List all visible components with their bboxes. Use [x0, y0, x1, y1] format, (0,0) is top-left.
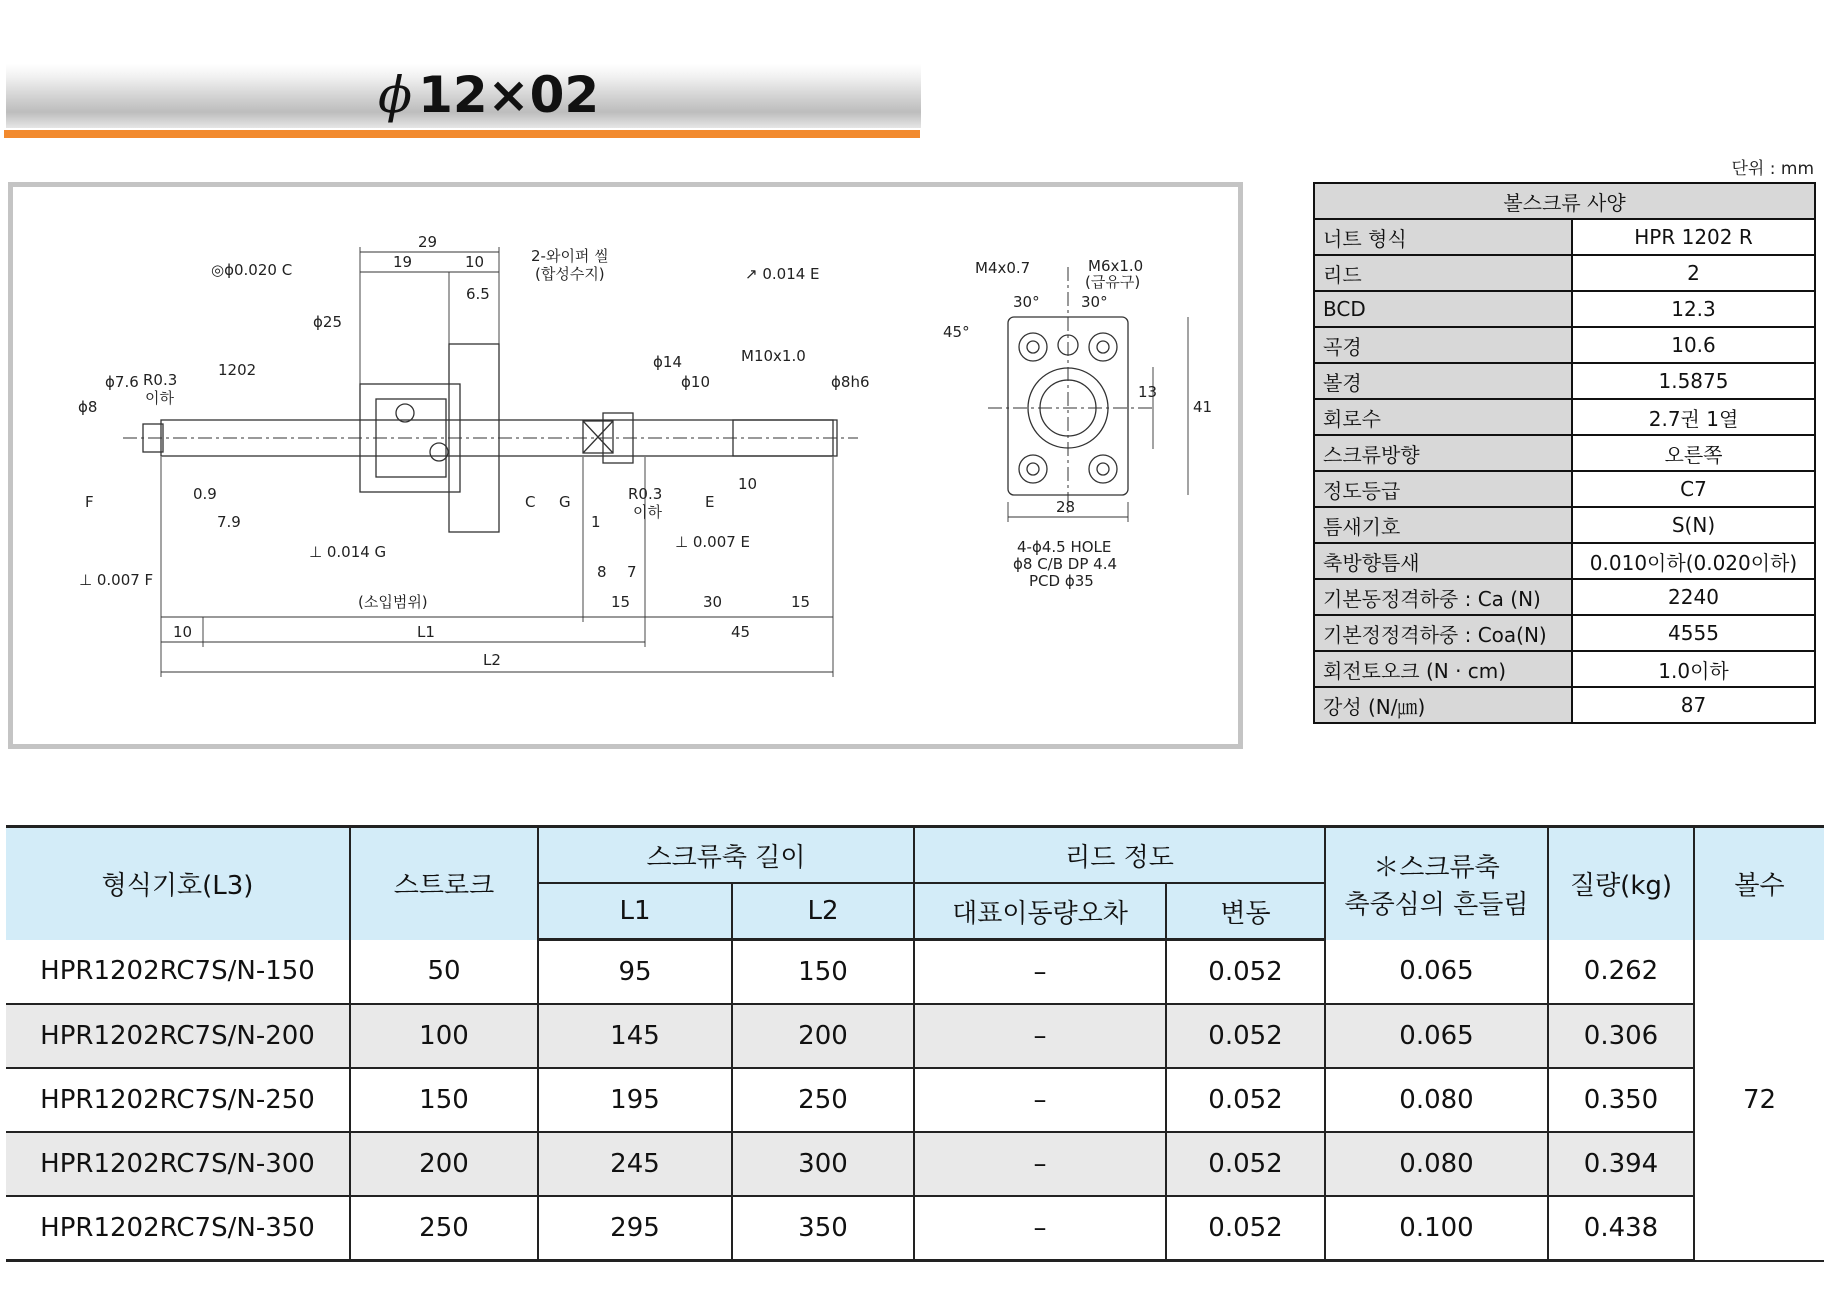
spec-row [1314, 579, 1815, 615]
spec-value: 0.010이하(0.020이하) [1572, 543, 1815, 579]
spec-row [1314, 255, 1815, 291]
grease-port: (급유구) [1085, 273, 1141, 291]
size-designation: 12×02 [418, 66, 600, 124]
dim-phi7-6: ϕ7.6 [105, 373, 139, 391]
spec-label: 회로수 [1314, 399, 1572, 435]
spec-row [1314, 363, 1815, 399]
spec-label: 너트 형식 [1314, 219, 1572, 255]
thread-m6: M6x1.0 [1088, 257, 1144, 275]
spec-value: 2 [1572, 255, 1815, 291]
hardened-range: (소입범위) [358, 593, 428, 611]
spec-label: 곡경 [1314, 327, 1572, 363]
cell-balls: 72 [1694, 940, 1824, 1261]
perp-tol-e: ⊥ 0.007 E [675, 533, 751, 551]
spec-value: 12.3 [1572, 291, 1815, 327]
datum-c: C [525, 493, 536, 511]
cell-l1: 145 [538, 1004, 732, 1068]
table-row [6, 1068, 1824, 1132]
hole-spec-2: ϕ8 C/B DP 4.4 [1013, 555, 1118, 573]
dim-45: 45 [731, 623, 751, 641]
thread-m4: M4x0.7 [975, 259, 1031, 277]
wiper-label: 2-와이퍼 씰 [531, 247, 609, 265]
cell-var: 0.052 [1166, 940, 1325, 1005]
cell-rep: – [914, 1068, 1166, 1132]
cell-stroke: 50 [350, 940, 538, 1005]
dim-phi14: ϕ14 [653, 353, 682, 371]
dim-15-b: 15 [791, 593, 811, 611]
spec-value: S(N) [1572, 507, 1815, 543]
datum-g: G [559, 493, 571, 511]
spec-value: 2240 [1572, 579, 1815, 615]
cell-model: HPR1202RC7S/N-350 [6, 1196, 350, 1261]
dim-phi25: ϕ25 [313, 313, 342, 331]
cell-l2: 150 [732, 940, 914, 1005]
spec-row [1314, 399, 1815, 435]
cell-rep: – [914, 1132, 1166, 1196]
cell-runout: 0.065 [1325, 940, 1548, 1005]
dim-10-thread: 10 [738, 475, 758, 493]
dim-7: 7 [627, 563, 637, 581]
header-variation: 변동 [1166, 883, 1325, 940]
spec-row [1314, 327, 1815, 363]
thread-label: M10x1.0 [741, 347, 806, 365]
radius-note-2: 이하 [633, 503, 662, 521]
cell-mass: 0.438 [1548, 1196, 1694, 1261]
header-runout-line1: ＊스크류축 [1373, 852, 1500, 883]
cell-rep: – [914, 1196, 1166, 1261]
model-table-body [6, 940, 1824, 1261]
dim-41: 41 [1193, 398, 1213, 416]
dim-28: 28 [1056, 498, 1076, 516]
datum-e: E [705, 493, 715, 511]
cell-mass: 0.306 [1548, 1004, 1694, 1068]
angle-30-a: 30° [1013, 293, 1040, 311]
spec-label: 강성 (N/㎛) [1314, 687, 1572, 723]
phi-symbol: ϕ [378, 66, 413, 124]
spec-value: 10.6 [1572, 327, 1815, 363]
dim-13: 13 [1138, 383, 1158, 401]
header-runout-line2: 축중심의 흔들림 [1344, 889, 1529, 920]
cell-var: 0.052 [1166, 1196, 1325, 1261]
page-title [378, 62, 599, 128]
dim-l2: L2 [483, 651, 501, 669]
dim-10: 10 [465, 253, 485, 271]
cell-stroke: 150 [350, 1068, 538, 1132]
cell-mass: 0.350 [1548, 1068, 1694, 1132]
cell-runout: 0.080 [1325, 1132, 1548, 1196]
unit-label: 단위 : mm [1731, 159, 1814, 179]
spec-label: 정도등급 [1314, 471, 1572, 507]
cell-var: 0.052 [1166, 1132, 1325, 1196]
spec-value: 2.7권 1열 [1572, 399, 1815, 435]
header-stroke: 스트로크 [350, 827, 538, 940]
spec-row [1314, 219, 1815, 255]
spec-value: C7 [1572, 471, 1815, 507]
cell-model: HPR1202RC7S/N-300 [6, 1132, 350, 1196]
header-model: 형식기호(L3) [6, 827, 350, 940]
header-screw-length: 스크류축 길이 [538, 827, 914, 884]
header-representative-error: 대표이동량오차 [914, 883, 1166, 940]
spec-label: 볼경 [1314, 363, 1572, 399]
dim-phi10: ϕ10 [681, 373, 710, 391]
cell-model: HPR1202RC7S/N-200 [6, 1004, 350, 1068]
spec-label: 축방향틈새 [1314, 543, 1572, 579]
spec-label: 기본동정격하중 : Ca (N) [1314, 579, 1572, 615]
header-lead-accuracy: 리드 정도 [914, 827, 1325, 884]
technical-drawing [8, 182, 1243, 749]
cell-stroke: 100 [350, 1004, 538, 1068]
spec-value: 4555 [1572, 615, 1815, 651]
dim-6-5: 6.5 [466, 285, 490, 303]
spec-label: 기본정정격하중 : Coa(N) [1314, 615, 1572, 651]
cell-l2: 350 [732, 1196, 914, 1261]
dim-l1: L1 [417, 623, 435, 641]
cell-l2: 200 [732, 1004, 914, 1068]
cell-l2: 250 [732, 1068, 914, 1132]
cell-l1: 195 [538, 1068, 732, 1132]
dim-29: 29 [418, 233, 438, 251]
cell-runout: 0.065 [1325, 1004, 1548, 1068]
spec-label: 회전토오크 (N · cm) [1314, 651, 1572, 687]
spec-row [1314, 543, 1815, 579]
dim-15-a: 15 [611, 593, 631, 611]
model-label: 1202 [218, 361, 257, 379]
spec-label: 리드 [1314, 255, 1572, 291]
radius-label-2: R0.3 [628, 485, 663, 503]
drawing-svg [13, 187, 1238, 744]
header-l1: L1 [538, 883, 732, 940]
banner-accent-line [4, 130, 920, 138]
cell-stroke: 250 [350, 1196, 538, 1261]
cell-model: HPR1202RC7S/N-150 [6, 940, 350, 1005]
cell-l1: 245 [538, 1132, 732, 1196]
radius-note: 이하 [145, 389, 174, 407]
spec-table-title: 볼스크류 사양 [1314, 183, 1815, 219]
spec-row [1314, 471, 1815, 507]
angle-45: 45° [943, 323, 970, 341]
dim-8: 8 [597, 563, 607, 581]
runout-tol: ↗ 0.014 E [745, 265, 820, 283]
concentricity-tol: ◎ϕ0.020 C [211, 261, 293, 279]
dim-30: 30 [703, 593, 723, 611]
perp-tol-g: ⊥ 0.014 G [309, 543, 387, 561]
table-row [6, 1132, 1824, 1196]
dim-1: 1 [591, 513, 601, 531]
spec-row [1314, 507, 1815, 543]
spec-value: 1.5875 [1572, 363, 1815, 399]
spec-row [1314, 651, 1815, 687]
header-runout [1325, 827, 1548, 940]
spec-row [1314, 615, 1815, 651]
cell-mass: 0.262 [1548, 940, 1694, 1005]
cell-runout: 0.100 [1325, 1196, 1548, 1261]
dim-0-9: 0.9 [193, 485, 217, 503]
hole-spec-1: 4-ϕ4.5 HOLE [1017, 538, 1112, 556]
cell-runout: 0.080 [1325, 1068, 1548, 1132]
ball-screw-spec-table [1313, 182, 1816, 724]
spec-value: 오른쪽 [1572, 435, 1815, 471]
header-l2: L2 [732, 883, 914, 940]
spec-value: 87 [1572, 687, 1815, 723]
spec-value: HPR 1202 R [1572, 219, 1815, 255]
spec-label: BCD [1314, 291, 1572, 327]
cell-l1: 95 [538, 940, 732, 1005]
cell-rep: – [914, 940, 1166, 1005]
cell-rep: – [914, 1004, 1166, 1068]
spec-row [1314, 435, 1815, 471]
dim-19: 19 [393, 253, 413, 271]
dim-7-9: 7.9 [217, 513, 241, 531]
table-row [6, 1004, 1824, 1068]
cell-mass: 0.394 [1548, 1132, 1694, 1196]
cell-model: HPR1202RC7S/N-250 [6, 1068, 350, 1132]
perp-tol-f: ⊥ 0.007 F [79, 571, 154, 589]
angle-30-b: 30° [1081, 293, 1108, 311]
cell-var: 0.052 [1166, 1004, 1325, 1068]
spec-table-body [1314, 219, 1815, 723]
spec-row [1314, 291, 1815, 327]
spec-label: 틈새기호 [1314, 507, 1572, 543]
spec-value: 1.0이하 [1572, 651, 1815, 687]
header-balls: 볼수 [1694, 827, 1824, 940]
cell-l2: 300 [732, 1132, 914, 1196]
wiper-sub-label: (합성수지) [535, 265, 605, 283]
model-table [6, 825, 1824, 1262]
datum-f: F [85, 493, 94, 511]
radius-label: R0.3 [143, 371, 178, 389]
spec-label: 스크류방향 [1314, 435, 1572, 471]
hole-spec-3: PCD ϕ35 [1029, 572, 1094, 590]
table-row [6, 940, 1824, 1005]
table-row [6, 1196, 1824, 1261]
dim-phi8: ϕ8 [78, 398, 98, 416]
cell-stroke: 200 [350, 1132, 538, 1196]
header-mass: 질량(kg) [1548, 827, 1694, 940]
dim-phi8h6: ϕ8h6 [831, 373, 870, 391]
spec-row [1314, 687, 1815, 723]
dim-10-end: 10 [173, 623, 193, 641]
cell-l1: 295 [538, 1196, 732, 1261]
cell-var: 0.052 [1166, 1068, 1325, 1132]
